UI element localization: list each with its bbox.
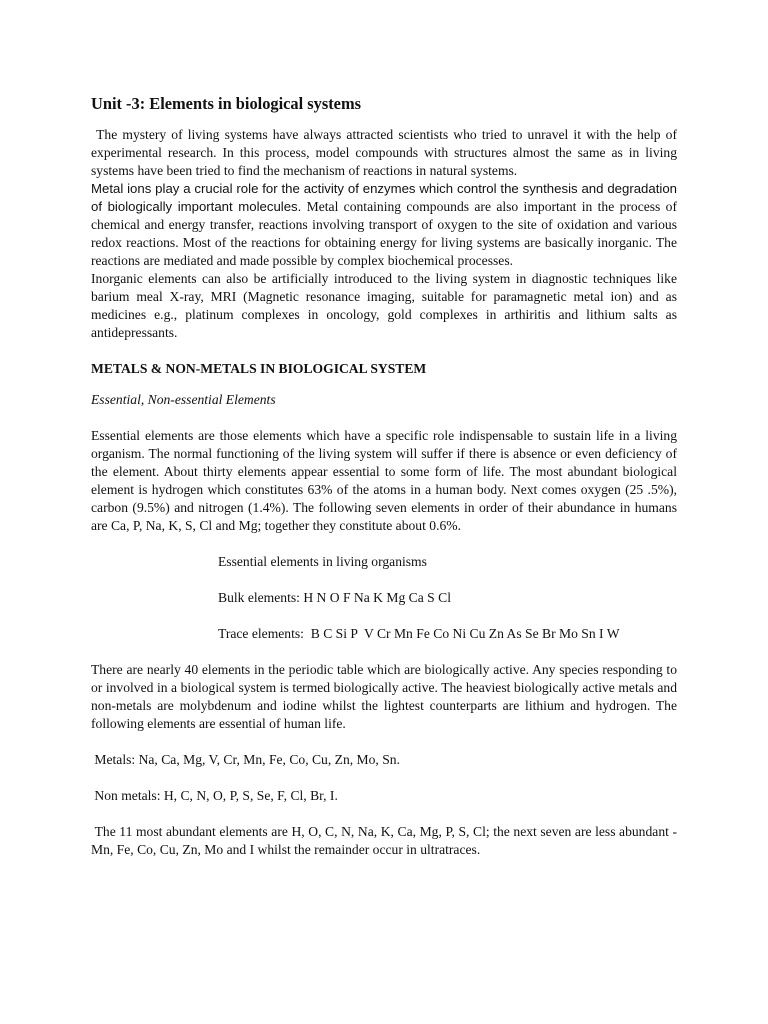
intro-paragraph-3: Inorganic elements can also be artificially introduced to the living system in diagnostic techniques like barium meal X-ray, MRI (Magnetic resonance imaging, suitable for paramagnetic metal ion) and as medicines e.g., platinum complexes in oncology, gold complexes in arthiritis and lithium salts as antidepressants.	[91, 271, 677, 340]
metals-list: Metals: Na, Ca, Mg, V, Cr, Mn, Fe, Co, Cu, Zn, Mo, Sn.	[91, 752, 400, 767]
document-page	[91, 94, 681, 877]
section-subheading: Essential, Non-essential Elements	[91, 392, 276, 407]
nonmetals-list: Non metals: H, C, N, O, P, S, Se, F, Cl, Br, I.	[91, 788, 338, 803]
bulk-elements: Bulk elements: H N O F Na K Mg Ca S Cl	[218, 590, 451, 605]
abundant-elements-paragraph: The 11 most abundant elements are H, O, C, N, Na, K, Ca, Mg, P, S, Cl; the next seven are less abundant - Mn, Fe, Co, Cu, Zn, Mo and I whilst the remainder occur in ultratraces.	[91, 824, 681, 857]
intro-paragraph-2-sans-text: Metal ions play a crucial role for the activity of enzymes which control the synthesis and degradation of biologically important molecules.	[91, 181, 677, 214]
page-title: Unit -3: Elements in biological systems	[91, 94, 361, 113]
intro-paragraph-1: The mystery of living systems have always attracted scientists who tried to unravel it with the help of experimental research. In this process, model compounds with structures almost the same as in living systems have been tried to find the mechanism of reactions in natural systems.	[91, 127, 681, 178]
intro-paragraph-2	[91, 180, 677, 270]
trace-elements: Trace elements: B C Si P V Cr Mn Fe Co Ni Cu Zn As Se Br Mo Sn I W	[218, 626, 620, 641]
essential-paragraph: Essential elements are those elements which have a specific role indispensable to sustain life in a living organism. The normal functioning of the living system will suffer if there is absence or even deficiency of the element. About thirty elements appear essential to some form of life. The most abundant biological element is hydrogen which constitutes 63% of the atoms in a human body. Next comes oxygen (25 .5%), carbon (9.5%) and nitrogen (1.4%). The following seven elements in order of their abundance in humans are Ca, P, Na, K, S, Cl and Mg; together they constitute about 0.6%.	[91, 428, 677, 533]
intro-paragraph-2-text: Metal containing compounds are also important in the process of chemical and energy transfer, reactions involving transport of oxygen to the site of oxidation and various redox reactions. Most of the reactions for obtaining energy for living systems are basically inorganic. The reactions are mediated and made possible by complex biochemical processes.	[91, 199, 677, 268]
essential-list-title: Essential elements in living organisms	[218, 554, 427, 569]
section-heading: METALS & NON-METALS IN BIOLOGICAL SYSTEM	[91, 361, 427, 376]
biologically-active-paragraph: There are nearly 40 elements in the periodic table which are biologically active. Any species responding to or involved in a biological system is termed biologically active. The heaviest biologically active metals and non-metals are molybdenum and iodine whilst the lightest counterparts are lithium and hydrogen. The following elements are essential of human life.	[91, 662, 677, 731]
